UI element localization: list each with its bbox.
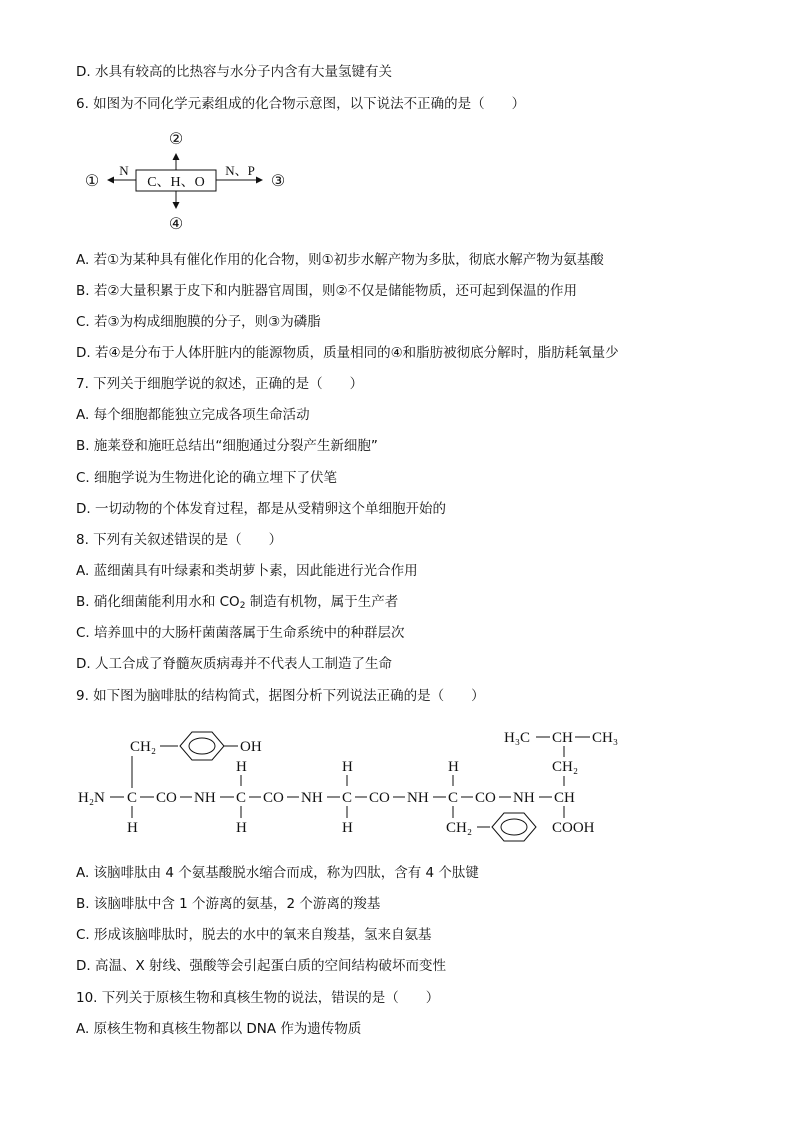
element-box-label: C、H、O bbox=[147, 175, 205, 190]
option-9c: C. 形成该脑啡肽时，脱去的水中的氧来自羧基，氢来自氨基 bbox=[76, 927, 432, 943]
enkephalin-structure bbox=[74, 722, 634, 842]
alpha-ch-5: CH bbox=[554, 790, 575, 806]
right-element-label: N、P bbox=[225, 163, 255, 178]
option-d5: D. 水具有较高的比热容与水分子内含有大量氢键有关 bbox=[76, 64, 392, 80]
co-1: CO bbox=[156, 790, 177, 806]
alpha-c-4: C bbox=[448, 790, 459, 806]
ch3-leu: CH₃ bbox=[592, 730, 619, 746]
option-7c: C. 细胞学说为生物进化论的确立埋下了伏笔 bbox=[76, 470, 338, 486]
nh-3: NH bbox=[407, 790, 429, 806]
option-9d: D. 高温、X 射线、强酸等会引起蛋白质的空间结构破坏而变性 bbox=[76, 958, 447, 974]
compound-4-label: ④ bbox=[168, 216, 184, 233]
benzene-ring-1 bbox=[180, 732, 224, 760]
h3c-leu: H₃C bbox=[504, 730, 531, 746]
h-top-2: H bbox=[236, 759, 247, 775]
option-7b: B. 施莱登和施旺总结出“细胞通过分裂产生新细胞” bbox=[76, 438, 378, 454]
h-bottom-3: H bbox=[342, 820, 353, 836]
option-8b: B. 硝化细菌能利用水和 $CO_2$ 制造有机物，属于生产者 bbox=[76, 594, 399, 611]
option-8a: A. 蓝细菌具有叶绿素和类胡萝卜素，因此能进行光合作用 bbox=[76, 563, 418, 579]
question-9: 9. 如下图为脑啡肽的结构简式，据图分析下列说法正确的是（ ） bbox=[76, 688, 485, 704]
amino-group: H₂N bbox=[78, 790, 105, 806]
option-6c: C. 若③为构成细胞膜的分子，则③为磷脂 bbox=[76, 314, 321, 330]
option-7a: A. 每个细胞都能独立完成各项生命活动 bbox=[76, 407, 310, 423]
option-7d: D. 一切动物的个体发育过程，都是从受精卵这个单细胞开始的 bbox=[76, 501, 446, 517]
compound-3-label: ③ bbox=[270, 173, 286, 190]
ch2-leu: CH₂ bbox=[552, 759, 579, 775]
option-8d: D. 人工合成了脊髓灰质病毒并不代表人工制造了生命 bbox=[76, 656, 392, 672]
alpha-c-2: C bbox=[236, 790, 247, 806]
option-6d: D. 若④是分布于人体肝脏内的能源物质，质量相同的④和脂肪被彻底分解时，脂肪耗氧量少 bbox=[76, 345, 619, 361]
option-9a: A. 该脑啡肽由 4 个氨基酸脱水缩合而成，称为四肽，含有 4 个肽键 bbox=[76, 865, 479, 881]
compound-1-label: ① bbox=[84, 173, 100, 190]
ch-leu: CH bbox=[552, 730, 573, 746]
h-bottom-2: H bbox=[236, 820, 247, 836]
h-top-4: H bbox=[448, 759, 459, 775]
option-9b: B. 该脑啡肽中含 1 个游离的氨基，2 个游离的羧基 bbox=[76, 896, 381, 912]
hydroxyl: OH bbox=[240, 739, 262, 755]
ch2-tyr: CH₂ bbox=[130, 739, 157, 755]
ch2-phe: CH₂ bbox=[446, 820, 473, 836]
nh-1: NH bbox=[194, 790, 216, 806]
nh-2: NH bbox=[301, 790, 323, 806]
carboxyl-group: COOH bbox=[552, 820, 595, 836]
benzene-ring-2 bbox=[492, 813, 536, 841]
question-8: 8. 下列有关叙述错误的是（ ） bbox=[76, 532, 283, 548]
option-8c: C. 培养皿中的大肠杆菌菌落属于生命系统中的种群层次 bbox=[76, 625, 405, 641]
option-6b: B. 若②大量积累于皮下和内脏器官周围，则②不仅是储能物质，还可起到保温的作用 bbox=[76, 283, 578, 299]
h-bottom-1: H bbox=[127, 820, 138, 836]
question-7: 7. 下列关于细胞学说的叙述，正确的是（ ） bbox=[76, 376, 364, 392]
question-10: 10. 下列关于原核生物和真核生物的说法，错误的是（ ） bbox=[76, 990, 440, 1006]
co-4: CO bbox=[475, 790, 496, 806]
h-top-3: H bbox=[342, 759, 353, 775]
compound-2-label: ② bbox=[168, 131, 184, 148]
alpha-c-1: C bbox=[127, 790, 138, 806]
question-6: 6. 如图为不同化学元素组成的化合物示意图，以下说法不正确的是（ ） bbox=[76, 96, 526, 112]
nh-4: NH bbox=[513, 790, 535, 806]
option-6a: A. 若①为某种具有催化作用的化合物，则①初步水解产物为多肽，彻底水解产物为氨基酸 bbox=[76, 252, 604, 268]
option-10a: A. 原核生物和真核生物都以 DNA 作为遗传物质 bbox=[76, 1021, 362, 1037]
alpha-c-3: C bbox=[342, 790, 353, 806]
co-2: CO bbox=[263, 790, 284, 806]
compound-diagram bbox=[78, 128, 298, 236]
left-element-label: N bbox=[119, 163, 129, 178]
co-3: CO bbox=[369, 790, 390, 806]
